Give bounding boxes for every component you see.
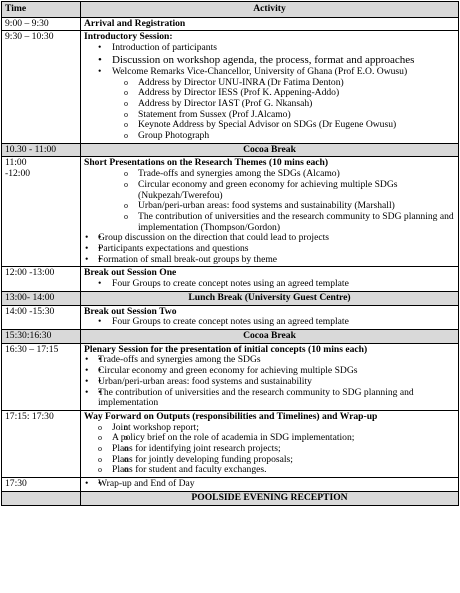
time-cell: 17:30 [2,478,81,492]
list-item: • • Wrap-up and End of Day [84,479,455,490]
list-item: • Four Groups to create concept notes using an agreed template [84,279,455,290]
time-cell: 9:00 – 9:30 [2,17,81,31]
bullet-list [84,43,455,142]
activity-title: POOLSIDE EVENING RECEPTION [81,491,459,505]
row-lunch [2,291,459,305]
list-item: • • Urban/peri-urban areas: food systems and sustainability [84,377,455,388]
activity-title: Lunch Break (University Guest Centre) [81,291,459,305]
list-item: • Welcome Remarks Vice-Chancellor, University of Ghana (Prof E.O. Owusu) [84,67,455,78]
sub-list-item: o Statement from Sussex (Prof J.Alcamo) [84,110,455,121]
time-cell: 15:30:16:30 [2,329,81,343]
time-cell: 17:15: 17:30 [2,410,81,477]
time-cell: 13:00- 14:00 [2,291,81,305]
sub-list-item: o Keynote Address by Special Advisor on SDGs (Dr Eugene Owusu) [84,120,455,131]
activity-title: Cocoa Break [81,329,459,343]
time-end: -12:00 [5,168,31,180]
sub-list-item: o o A policy brief on the role of academia in SDG implementation; [84,433,455,444]
activity-title: Arrival and Registration [81,17,459,31]
activity-title: Plenary Session for the presentation of initial concepts (10 mins each) [84,343,368,355]
sub-list-item: o Circular economy and green economy for achieving multiple SDGs (Nukpezah/Twerefou) [84,180,455,201]
list-item: • Discussion on workshop agenda, the process, format and approaches [84,54,455,67]
row-cocoa-break-2 [2,329,459,343]
sub-list-item: o o Plans for identifying joint research projects; [84,444,455,455]
row-arrival [2,17,459,31]
sub-list-item: o o Plans for student and faculty exchanges. [84,465,455,476]
row-way-forward [2,410,459,477]
list-item: • • Circular economy and green economy for achieving multiple SDGs [84,366,455,377]
activity-title: Introductory Session: [84,31,173,43]
bullet-list [84,317,455,328]
header-row [2,2,459,18]
bullet-list [84,279,455,290]
list-item: • Introduction of participants [84,43,455,54]
row-cocoa-break-1 [2,143,459,157]
sub-list-item: o Address by Director IAST (Prof G. Nkansah) [84,99,455,110]
activity-title: Break out Session One [84,267,177,279]
time-cell [2,157,81,267]
bullet-list [84,423,455,477]
agenda-table [1,1,459,506]
bullet-list [84,479,455,490]
list-item: • • Participants expectations and questions [84,244,455,255]
sub-list-item: o Address by Director UNU-INRA (Dr Fatima Denton) [84,78,455,89]
time-cell: 14:00 -15:30 [2,305,81,329]
activity-cell [81,343,459,410]
bullet-list [84,169,455,265]
activity-title: Short Presentations on the Research Themes (10 mins each) [84,157,329,169]
sub-list-item: o o Plans for jointly developing funding proposals; [84,455,455,466]
bullet-list [84,355,455,409]
list-item: • • Formation of small break-out groups by theme [84,255,455,266]
sub-list-item: o Group Photograph [84,131,455,142]
time-header: Time [2,2,81,18]
row-short-presentations [2,157,459,267]
sub-list-item: o Urban/peri-urban areas: food systems and sustainability (Marshall) [84,201,455,212]
time-cell: 10.30 - 11:00 [2,143,81,157]
activity-title: Way Forward on Outputs (responsibilities and Timelines) and Wrap-up [84,410,378,422]
list-item: • • The contribution of universities and the research community to SDG planning and implementation [84,388,455,409]
time-cell: 12:00 -13:00 [2,267,81,291]
activity-header: Activity [81,2,459,18]
row-end [2,478,459,492]
activity-cell [81,410,459,477]
list-item: • • Trade-offs and synergies among the SDGs [84,355,455,366]
row-reception [2,491,459,505]
list-item: • Four Groups to create concept notes using an agreed template [84,317,455,328]
activity-cell [81,478,459,492]
time-cell: 9:30 – 10:30 [2,31,81,143]
row-breakout-1 [2,267,459,291]
sub-list-item: o The contribution of universities and the research community to SDG planning and implementation (Thompson/Gordon) [84,212,455,233]
time-cell: 16:30 – 17:15 [2,343,81,410]
sub-list-item: o Trade-offs and synergies among the SDGs (Alcamo) [84,169,455,180]
activity-cell [81,267,459,291]
activity-cell [81,31,459,143]
sub-list-item: o Address by Director IESS (Prof K. Appening-Addo) [84,88,455,99]
list-item: • • Group discussion on the direction that could lead to projects [84,233,455,244]
time-cell [2,491,81,505]
activity-cell [81,305,459,329]
activity-title: Break out Session Two [84,305,177,317]
sub-list-item: o o Joint workshop report; [84,423,455,434]
activity-title: Cocoa Break [81,143,459,157]
row-breakout-2 [2,305,459,329]
row-plenary [2,343,459,410]
activity-cell [81,157,459,267]
row-intro [2,31,459,143]
time-start: 11:00 [5,157,27,169]
